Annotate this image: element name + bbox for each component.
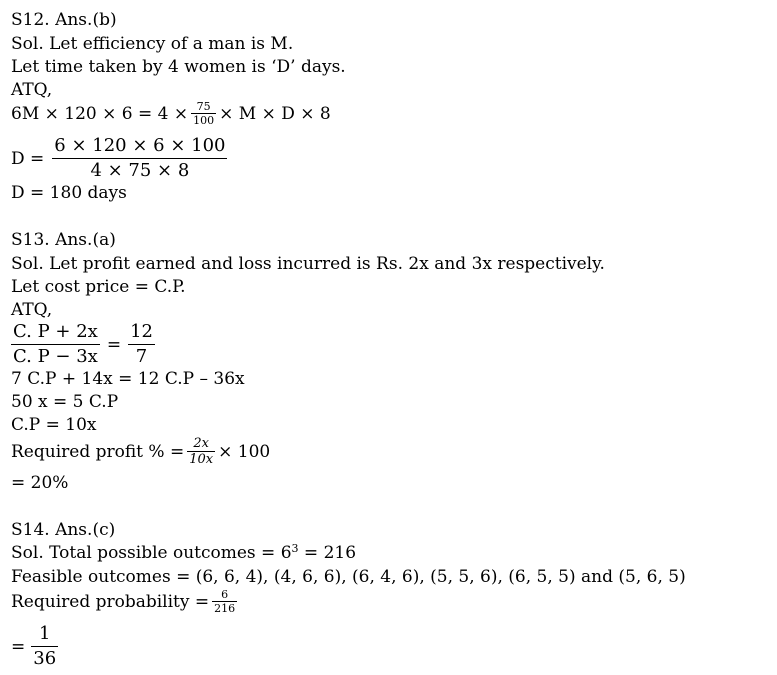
- s14-eq1-left: Required probability =: [11, 591, 210, 612]
- s12-equation-1: [11, 100, 331, 127]
- s14-eq1-numerator: 6: [221, 588, 229, 601]
- s13-eq2-right: × 100: [218, 441, 271, 462]
- s12-equation-2: [11, 134, 230, 183]
- s14-line-1-result: = 216: [298, 543, 357, 563]
- s14-line-1: [11, 542, 356, 564]
- s13-line-6: C.P = 10x: [11, 415, 97, 435]
- s14-eq1-denominator: 216: [214, 602, 236, 615]
- s12-eq1-numerator: 75: [196, 100, 211, 113]
- s14-eq2-left: =: [11, 636, 26, 657]
- s13-eq2-denominator: 10x: [189, 452, 214, 467]
- s14-eq2-fraction: [31, 622, 58, 671]
- s13-line-1: Sol. Let profit earned and loss incurred is Rs. 2x and 3x respectively.: [11, 254, 605, 274]
- s13-eq1-right-fraction: [128, 320, 155, 369]
- s13-eq2-fraction: [187, 436, 215, 467]
- s14-equation-1: [11, 588, 240, 615]
- s12-eq2-left: D =: [11, 148, 45, 169]
- s13-line-7: = 20%: [11, 473, 69, 493]
- s13-eq1-fraction: [11, 320, 100, 369]
- s12-eq1-denominator: 100: [193, 114, 215, 127]
- s13-eq2-left: Required profit % =: [11, 441, 185, 462]
- s12-line-2: Let time taken by 4 women is ‘D’ days.: [11, 57, 346, 77]
- s13-line-3: ATQ,: [11, 300, 53, 320]
- s13-line-4: 7 C.P + 14x = 12 C.P – 36x: [11, 369, 245, 389]
- s13-eq2-numerator: 2x: [193, 436, 209, 451]
- s12-eq1-fraction: [191, 100, 216, 127]
- s13-line-5: 50 x = 5 C.P: [11, 392, 119, 412]
- s14-exponent: 3: [291, 542, 299, 555]
- s14-eq2-denominator: 36: [33, 648, 57, 669]
- s12-eq2-fraction: [52, 134, 227, 183]
- s12-eq1-right: × M × D × 8: [219, 103, 331, 124]
- s12-eq2-numerator: 6 × 120 × 6 × 100: [54, 135, 226, 156]
- s12-eq2-denominator: 4 × 75 × 8: [90, 160, 190, 181]
- s14-heading: S14. Ans.(c): [11, 520, 116, 540]
- s12-line-3: ATQ,: [11, 80, 53, 100]
- s14-eq1-fraction: [212, 588, 237, 615]
- s12-eq1-left: 6M × 120 × 6 = 4 ×: [11, 103, 189, 124]
- s14-eq2-numerator: 1: [38, 623, 51, 644]
- s13-eq1-right-numerator: 12: [130, 321, 153, 342]
- s14-line-2: Feasible outcomes = (6, 6, 4), (4, 6, 6), (6, 4, 6), (5, 5, 6), (6, 5, 5) and (5, 6, 5): [11, 567, 686, 587]
- s12-line-1: Sol. Let efficiency of a man is M.: [11, 34, 294, 54]
- s12-heading: S12. Ans.(b): [11, 10, 117, 30]
- s13-heading: S13. Ans.(a): [11, 230, 116, 250]
- s13-eq1-denominator: C. P − 3x: [13, 346, 98, 367]
- s13-equation-2: [11, 436, 270, 467]
- s14-line-1-text: Sol. Total possible outcomes = 6: [11, 543, 292, 563]
- s13-eq1-right-denominator: 7: [135, 346, 148, 367]
- s14-equation-2: [11, 622, 61, 671]
- s13-equation-1: [11, 320, 158, 369]
- s13-line-2: Let cost price = C.P.: [11, 277, 186, 297]
- s12-line-4: D = 180 days: [11, 183, 127, 203]
- s13-eq1-numerator: C. P + 2x: [13, 321, 98, 342]
- s13-eq1-equals: =: [106, 334, 122, 355]
